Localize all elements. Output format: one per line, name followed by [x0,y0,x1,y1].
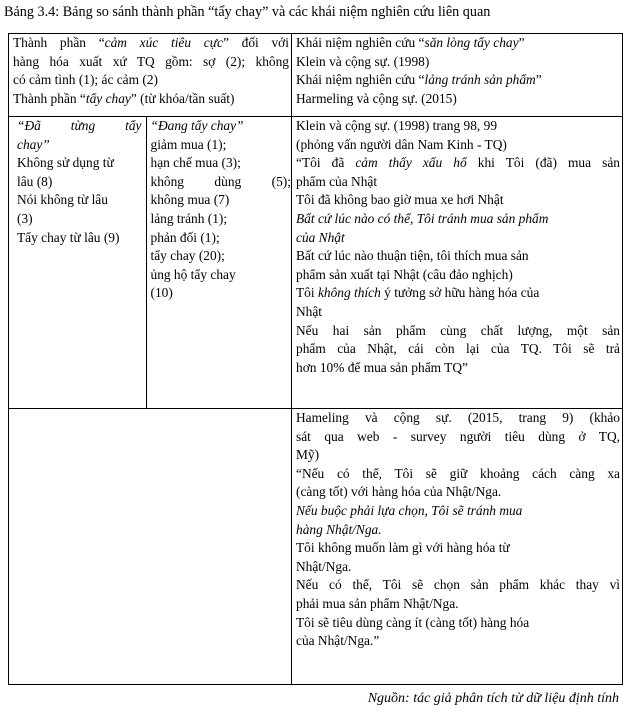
keywords-subtable [9,117,291,408]
text-line: phẩm của Nhật, cái còn lại của TQ. Tôi sẽ trả [296,341,620,357]
list-item: Không sử dụng từ [17,155,114,171]
list-item: Nói không từ lâu [17,192,108,208]
text-line: Nhật/Nga. [296,558,352,574]
list-item: Tẩy chay từ lâu (9) [17,229,120,245]
comparison-table [8,33,623,685]
text-line: Khái niệm nghiên cứu “lảng tránh sản phẩm” [296,72,542,88]
text-line: Tôi không muốn làm gì với hàng hóa từ [296,540,510,556]
text-line: Tôi không thích ý tưởng sở hữu hàng hóa của [296,285,540,301]
text-line: Mỹ) [296,447,320,463]
list-item: hạn chế mua (3); [150,155,241,171]
harmeling-quotes-cell [292,409,623,685]
text-line: của Nhật/Nga.” [296,633,380,649]
list-item: tẩy chay (20); [150,248,225,264]
text-line: phải mua sản phẩm Nhật/Nga. [296,595,459,611]
table-row [9,117,623,409]
klein-quotes-cell [292,117,623,409]
text-line: Thành phần “cảm xúc tiêu cực” đối với [13,35,289,50]
text-line: “Đang tẩy chay” [150,118,244,133]
text-line: Klein và cộng sự. (1998) trang 98, 99 [296,118,498,133]
source-note: Nguồn: tác giả phân tích từ dữ liệu định tính [367,691,619,706]
table-caption: Bảng 3.4: Bảng so sánh thành phần “tẩy chay” và các khái niệm nghiên cứu liên quan [4,4,491,20]
negative-emotion-cell [9,34,292,117]
text-line: Thành phần “tẩy chay” (từ khóa/tần suất) [13,90,235,106]
text-line: Nếu buộc phải lựa chọn, Tôi sẽ tránh mua [296,502,523,518]
current-boycott-column [146,117,291,408]
list-item: không dùng (5); [150,173,291,189]
text-line: chay” [17,136,50,152]
list-item: ủng hộ tẩy chay [150,266,236,282]
text-line: Hameling và cộng sự. (2015, trang 9) (khảo [296,410,620,425]
text-line: của Nhật [296,229,345,245]
text-line: sát qua web - survey người tiêu dùng ở TQ, [296,428,620,444]
text-line: (phỏng vấn người dân Nam Kinh - TQ) [296,136,507,152]
text-line: “Đã từng tẩy [17,118,142,133]
text-line: hàng Nhật/Nga. [296,521,382,537]
text-line: “Tôi đã cảm thấy xấu hổ khi Tôi (đã) mua sản [296,155,620,171]
text-line: Tôi đã không bao giờ mua xe hơi Nhật [296,192,504,208]
text-line: hàng hóa xuất xứ TQ gồm: sợ (2); không [13,53,289,69]
text-line: phẩm sản xuất tại Nhật (câu đảo nghịch) [296,266,513,282]
related-concepts-cell [292,34,623,117]
text-line: có cảm tình (1); ác cảm (2) [13,72,158,88]
list-item: lâu (8) [17,173,53,189]
list-item: (3) [17,210,33,226]
text-line: Nhật [296,303,323,319]
text-line: “Nếu có thể, Tôi sẽ giữ khoảng cách càng xa [296,465,620,481]
text-line: (càng tốt) với hàng hóa của Nhật/Nga. [296,484,502,500]
table-row [9,409,623,685]
text-line: Nếu hai sản phẩm cùng chất lượng, một sản [296,322,620,338]
list-item: giảm mua (1); [150,136,227,152]
text-line: Tôi sẽ tiêu dùng càng ít (càng tốt) hàng hóa [296,614,530,630]
table-row [9,34,623,117]
list-item: (10) [150,285,173,301]
text-line: Bất cứ lúc nào thuận tiện, tôi thích mua sản [296,248,529,264]
text-line: Harmeling và cộng sự. (2015) [296,90,457,106]
list-item: phản đối (1); [150,229,220,245]
list-item: không mua (7) [150,192,230,208]
text-line: Klein và cộng sự. (1998) [296,53,430,69]
past-boycott-column [9,117,146,408]
text-line: Bất cứ lúc nào có thể, Tôi tránh mua sản phẩm [296,210,549,226]
list-item: lảng tránh (1); [150,210,228,226]
boycott-keywords-cell [9,117,292,409]
text-line: Nếu có thể, Tôi sẽ chọn sản phẩm khác thay vì [296,577,620,593]
text-line: Khái niệm nghiên cứu “săn lòng tẩy chay” [296,35,525,50]
text-line: phẩm của Nhật [296,173,378,189]
text-line: hơn 10% để mua sản phẩm TQ” [296,359,468,375]
empty-cell [9,409,292,685]
